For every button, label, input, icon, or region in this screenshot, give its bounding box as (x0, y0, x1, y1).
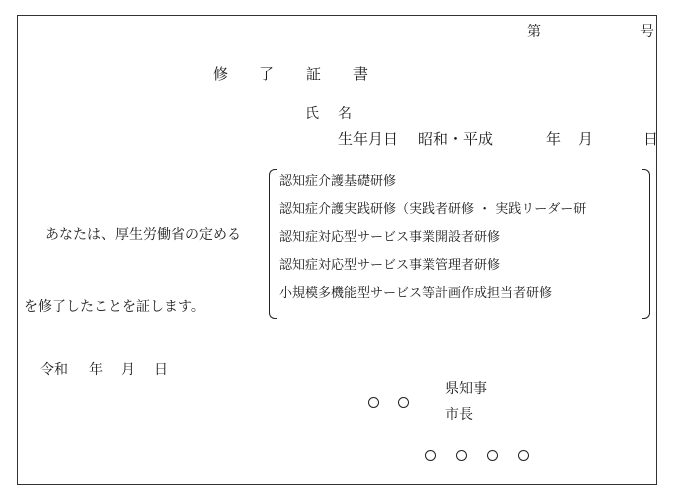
date-era: 令和 (40, 362, 68, 378)
birth-eras: 昭和・平成 (418, 130, 494, 148)
name-label-2: 名 (338, 106, 352, 122)
title-char-2: 了 (259, 65, 275, 83)
title-char-3: 証 (306, 65, 322, 83)
number-label-go: 号 (640, 24, 654, 40)
birth-year: 年 (546, 130, 562, 148)
left-bracket (269, 169, 277, 319)
title-char-1: 修 (213, 65, 229, 83)
issuer-prefecture-governor: 県知事 (445, 381, 487, 397)
course-item: 認知症介護実践研修（実践者研修 ・ 実践リーダー研 (279, 202, 587, 217)
right-bracket (642, 169, 650, 319)
placeholder-circle-icon (518, 450, 529, 461)
course-item: 小規模多機能型サービス等計画作成担当者研修 (279, 286, 553, 301)
course-item: 認知症対応型サービス事業管理者研修 (279, 258, 501, 273)
number-label-dai: 第 (527, 24, 541, 40)
placeholder-circle-icon (487, 450, 498, 461)
date-year: 年 (89, 362, 103, 378)
course-item: 認知症介護基礎研修 (279, 174, 397, 189)
date-day: 日 (154, 362, 168, 378)
birth-month: 月 (578, 130, 594, 148)
placeholder-circle-icon (425, 450, 436, 461)
body-lead: あなたは、厚生労働省の定める (45, 227, 241, 243)
placeholder-circle-icon (368, 397, 379, 408)
birth-day: 日 (643, 130, 659, 148)
name-label-1: 氏 (305, 106, 319, 122)
course-item: 認知症対応型サービス事業開設者研修 (279, 230, 501, 245)
title-char-4: 書 (353, 65, 369, 83)
birth-label: 生年月日 (338, 130, 399, 148)
date-month: 月 (121, 362, 135, 378)
placeholder-circle-icon (398, 397, 409, 408)
issuer-mayor: 市長 (445, 407, 473, 423)
body-tail: を修了したことを証します。 (24, 299, 205, 315)
certificate-frame (17, 15, 657, 485)
placeholder-circle-icon (456, 450, 467, 461)
